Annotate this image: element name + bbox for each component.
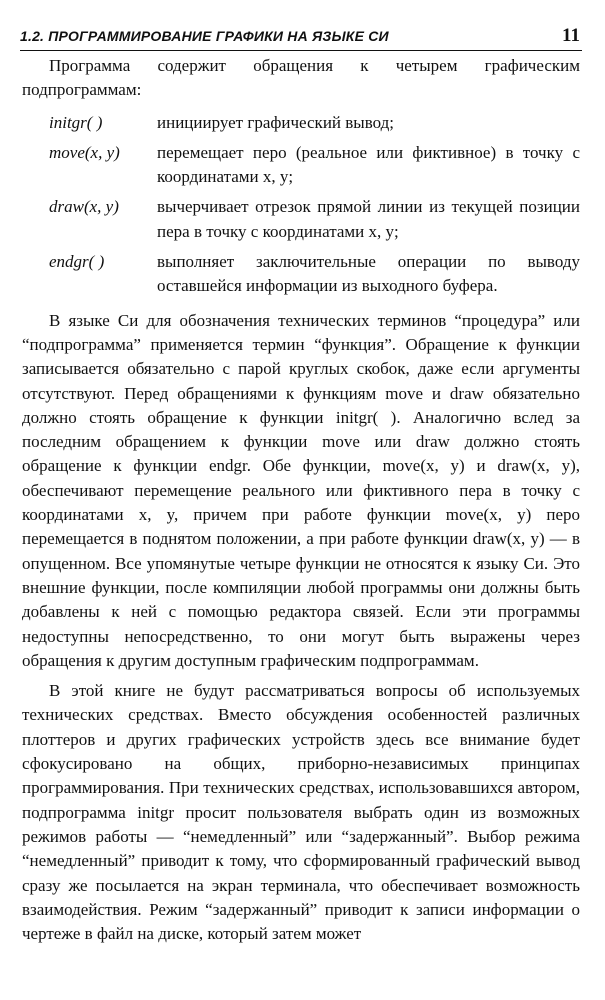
definition-row [49, 195, 580, 244]
definition-term: initgr( ) [49, 112, 103, 132]
definition-description: инициирует графический вывод; [157, 112, 395, 132]
body-paragraph: В языке Си для обозначения технических терминов “процедура” или “подпрограмма” применяется термин “функция”. Обращение к функции записывается обязательно с парой круглых скобок, даже если аргументы отсутствуют. Перед обращениями к функциям move и draw обязательно должно стоять обращение к функции initgr( ). Аналогично вслед за последним обращением к функции move или draw должно стоять обращение к функции endgr. Обе функции, move(x, y) и draw(x, y), обеспечивают перемещение реального или фиктивного пера в точку с координатами x, y, причем при работе функции move(x, y) перо перемещается в поднятом положении, а при работе функции draw(x, y) — в опущенном. Все упомянутые четыре функции не относятся к языку Си. Это внешние функции, после компиляции любой программы они должны быть добавлены к ней с помощью редактора связей. Если эти программы недоступны непосредственно, то они могут быть выражены через обращения к другим доступным графическим подпрограммам. [22, 310, 580, 670]
intro-paragraph: Программа содержит обращения к четырем графическим подпрограммам: [22, 56, 580, 100]
definition-row [49, 250, 580, 299]
definition-term: endgr( ) [49, 252, 105, 272]
definition-term: draw(x, y) [49, 197, 119, 217]
chapter-title: 1.2. ПРОГРАММИРОВАНИЕ ГРАФИКИ НА ЯЗЫКЕ СИ [20, 28, 389, 44]
definition-description: вычерчивает отрезок прямой линии из текущей позиции пера в точку с координатами x, y; [157, 197, 580, 241]
page-body [22, 54, 580, 946]
definition-row [49, 111, 580, 135]
running-header [20, 26, 582, 51]
page-number: 11 [562, 25, 580, 46]
definition-row [49, 141, 580, 190]
definition-description: выполняет заключительные операции по выводу оставшейся информации из выходного буфера. [157, 252, 580, 296]
definition-description: перемещает перо (реальное или фиктивное) в точку с координатами x, y; [157, 142, 580, 187]
body-paragraph: В этой книге не будут рассматриваться вопросы об используемых технических средствах. Вместо обсуждения особенностей различных плоттеров и других графических устройств здесь все внимание будет сфокусировано на общих, приборно-независимых принципах программирования. При технических средствах, использовавшихся автором, подпрограмма initgr просит пользователя выбрать один из возможных режимов работы — “немедленный” или “задержанный”. Выбор режима “немедленный” приводит к тому, что сформированный графический вывод сразу же посылается на экран терминала, что обеспечивает возможность взаимодействия. Режим “задержанный” приводит к записи информации о чертеже в файл на диске, который затем может [22, 681, 580, 944]
function-definition-list [49, 111, 580, 299]
definition-term: move(x, y) [49, 142, 120, 162]
